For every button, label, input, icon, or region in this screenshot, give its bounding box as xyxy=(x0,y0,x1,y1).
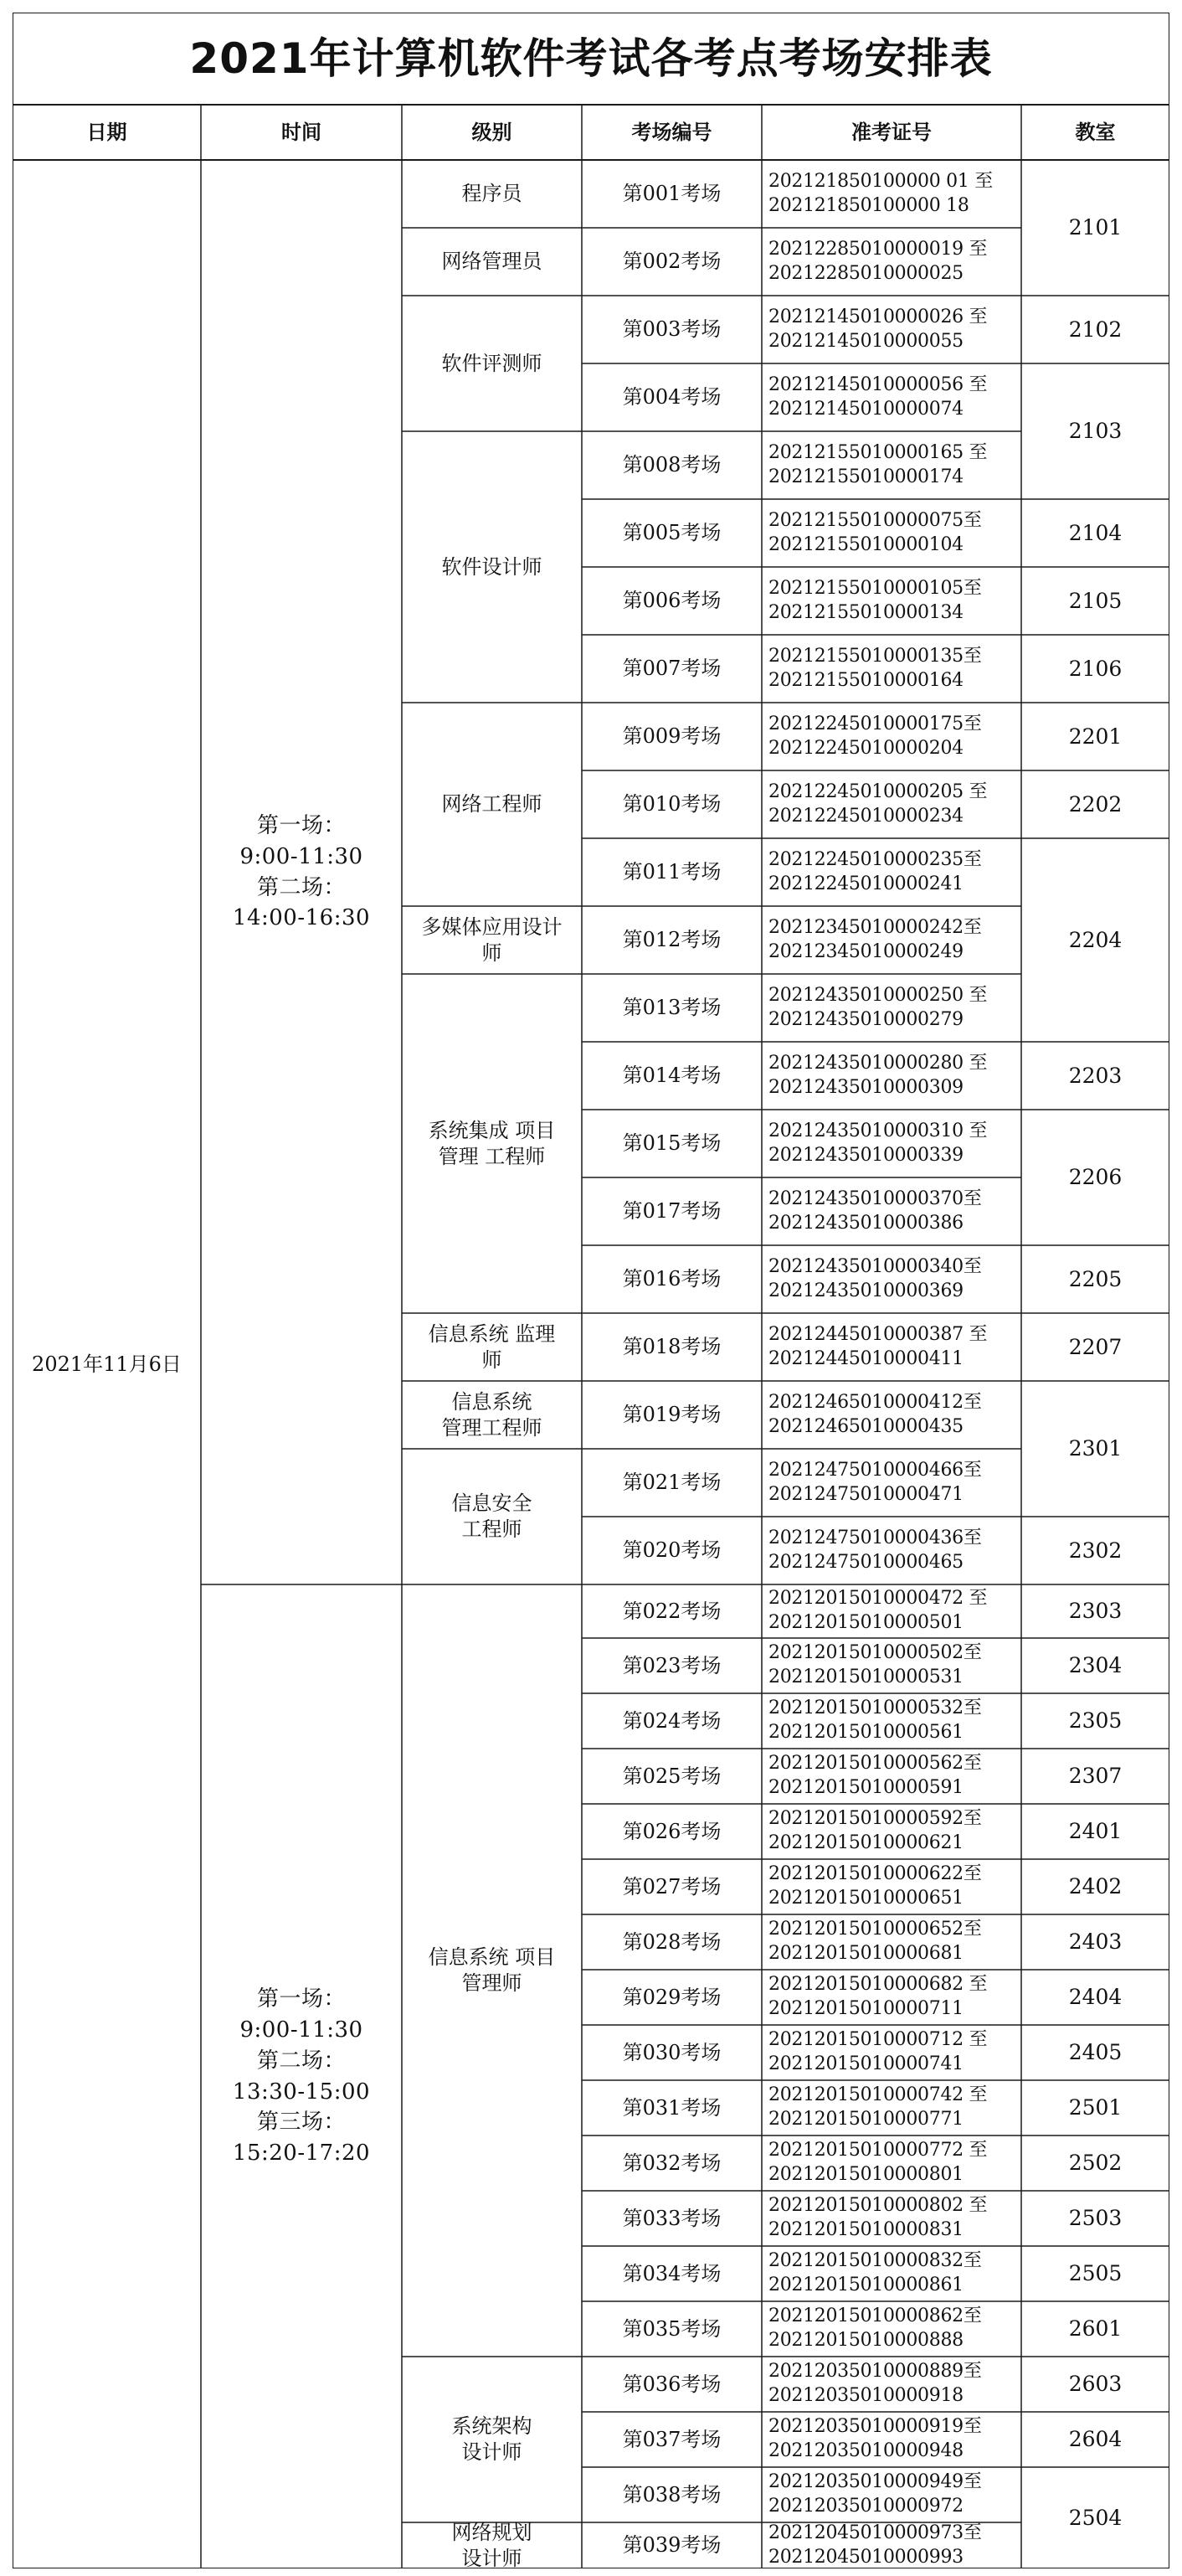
exam-level: 系统架构 设计师 xyxy=(451,2414,532,2464)
exam-level: 软件评测师 xyxy=(441,351,542,375)
exam-room-number: 第035考场 xyxy=(622,2316,722,2341)
admission-number-range: 20212285010000019 至 20212285010000025 xyxy=(768,238,988,284)
exam-room-number: 第011考场 xyxy=(622,860,722,884)
admission-number-range: 20212445010000387 至 20212445010000411 xyxy=(768,1323,988,1369)
exam-room-number: 第007考场 xyxy=(622,657,722,681)
exam-room-number: 第028考场 xyxy=(622,1929,722,1954)
classroom-number: 2103 xyxy=(1068,419,1123,443)
classroom-number: 2601 xyxy=(1068,2316,1123,2341)
classroom-number: 2204 xyxy=(1068,927,1123,952)
classroom-number: 2305 xyxy=(1068,1708,1123,1733)
header-exam-room: 考场编号 xyxy=(631,120,712,144)
admission-number-range: 20212155010000075至 20212155010000104 xyxy=(768,509,982,555)
classroom-number: 2403 xyxy=(1068,1929,1123,1954)
admission-number-range: 20212015010000832至 20212015010000861 xyxy=(768,2250,982,2295)
admission-number-range: 20212465010000412至 20212465010000435 xyxy=(768,1391,982,1437)
exam-room-number: 第019考场 xyxy=(622,1403,722,1427)
admission-number-range: 20212435010000340至 20212435010000369 xyxy=(768,1255,982,1301)
classroom-number: 2302 xyxy=(1068,1538,1123,1563)
classroom-number: 2603 xyxy=(1068,2372,1123,2396)
exam-level: 信息系统 项目 管理师 xyxy=(428,1945,556,1995)
admission-number-range: 20212145010000056 至 20212145010000074 xyxy=(768,374,988,420)
classroom-number: 2202 xyxy=(1068,791,1123,817)
admission-number-range: 20212245010000175至 20212245010000204 xyxy=(768,713,982,759)
classroom-number: 2503 xyxy=(1068,2206,1123,2230)
exam-room-number: 第023考场 xyxy=(622,1653,722,1677)
page-title: 2021年计算机软件考试各考点考场安排表 xyxy=(189,34,993,83)
exam-level: 程序员 xyxy=(461,182,522,206)
exam-room-number: 第018考场 xyxy=(622,1335,722,1359)
exam-room-number: 第012考场 xyxy=(622,928,722,952)
classroom-number: 2102 xyxy=(1068,317,1123,342)
exam-level: 多媒体应用设计 师 xyxy=(421,914,563,965)
exam-time-slot: 第一场： 9:00-11:30 第二场： 14:00-16:30 xyxy=(232,812,371,931)
admission-number-range: 20212015010000862至 20212015010000888 xyxy=(768,2306,982,2351)
exam-room-number: 第033考场 xyxy=(622,2206,722,2230)
exam-room-number: 第015考场 xyxy=(622,1131,722,1156)
exam-room-number: 第017考场 xyxy=(622,1199,722,1224)
classroom-number: 2106 xyxy=(1068,656,1123,681)
exam-room-number: 第032考场 xyxy=(622,2151,722,2175)
admission-number-range: 20212015010000742 至 20212015010000771 xyxy=(768,2084,988,2130)
exam-room-number: 第021考场 xyxy=(622,1471,722,1495)
header-classroom: 教室 xyxy=(1075,120,1116,144)
exam-level: 信息系统 监理 师 xyxy=(428,1321,556,1372)
admission-number-range: 20212475010000436至 20212475010000465 xyxy=(768,1527,982,1573)
exam-room-number: 第036考场 xyxy=(622,2372,722,2396)
header-level: 级别 xyxy=(471,120,512,144)
exam-room-number: 第025考场 xyxy=(622,1764,722,1788)
exam-level: 网络管理员 xyxy=(441,250,542,274)
exam-level: 信息安全 工程师 xyxy=(451,1492,532,1541)
exam-room-number: 第038考场 xyxy=(622,2482,722,2506)
admission-number-range: 20212015010000802 至 20212015010000831 xyxy=(768,2195,988,2240)
admission-number-range: 20212015010000562至 20212015010000591 xyxy=(768,1753,982,1798)
classroom-number: 2205 xyxy=(1068,1266,1123,1291)
admission-number-range: 20212435010000280 至 20212435010000309 xyxy=(768,1052,988,1098)
header-date: 日期 xyxy=(86,120,127,144)
exam-room-number: 第005考场 xyxy=(622,521,722,545)
admission-number-range: 20212015010000712 至 20212015010000741 xyxy=(768,2029,988,2074)
exam-room-number: 第034考场 xyxy=(622,2261,722,2285)
exam-level: 信息系统 管理工程师 xyxy=(441,1389,542,1440)
classroom-number: 2404 xyxy=(1068,1985,1123,2009)
exam-room-number: 第014考场 xyxy=(622,1064,722,1088)
admission-number-range: 20212155010000165 至 20212155010000174 xyxy=(768,441,988,487)
admission-number-range: 202121850100000 01 至 202121850100000 18 xyxy=(768,170,993,216)
classroom-number: 2207 xyxy=(1068,1334,1123,1359)
header-admission-number: 准考证号 xyxy=(851,120,932,144)
classroom-number: 2304 xyxy=(1068,1653,1123,1677)
exam-room-number: 第003考场 xyxy=(622,317,722,342)
admission-number-range: 20212015010000532至 20212015010000561 xyxy=(768,1698,982,1743)
classroom-number: 2105 xyxy=(1068,588,1123,613)
exam-time-slot: 第一场： 9:00-11:30 第二场： 13:30-15:00 第三场： 15:20-17:20 xyxy=(232,1986,371,2166)
exam-level: 网络规划 设计师 xyxy=(451,2520,532,2570)
admission-number-range: 20212245010000235至 20212245010000241 xyxy=(768,848,982,894)
classroom-number: 2203 xyxy=(1068,1063,1123,1088)
classroom-number: 2401 xyxy=(1068,1819,1123,1843)
exam-room-number: 第037考场 xyxy=(622,2427,722,2451)
exam-room-number: 第009考场 xyxy=(622,724,722,749)
exam-room-number: 第006考场 xyxy=(622,589,722,613)
classroom-number: 2502 xyxy=(1068,2151,1123,2175)
admission-number-range: 20212435010000310 至 20212435010000339 xyxy=(768,1120,988,1166)
admission-number-range: 20212435010000370至 20212435010000386 xyxy=(768,1188,982,1234)
admission-number-range: 20212035010000889至 20212035010000918 xyxy=(768,2361,982,2406)
admission-number-range: 20212145010000026 至 20212145010000055 xyxy=(768,306,988,352)
exam-room-number: 第020考场 xyxy=(622,1538,722,1563)
admission-number-range: 20212035010000949至 20212035010000972 xyxy=(768,2471,982,2517)
exam-room-number: 第013考场 xyxy=(622,996,722,1020)
admission-number-range: 20212045010000973至 20212045010000993 xyxy=(768,2522,982,2568)
admission-number-range: 20212015010000652至 20212015010000681 xyxy=(768,1919,982,1964)
classroom-number: 2402 xyxy=(1068,1874,1123,1899)
admission-number-range: 20212015010000622至 20212015010000651 xyxy=(768,1863,982,1909)
exam-date: 2021年11月6日 xyxy=(32,1352,182,1376)
exam-room-number: 第016考场 xyxy=(622,1267,722,1291)
admission-number-range: 20212035010000919至 20212035010000948 xyxy=(768,2416,982,2461)
exam-room-number: 第001考场 xyxy=(622,182,722,206)
exam-room-number: 第024考场 xyxy=(622,1708,722,1733)
admission-number-range: 20212015010000682 至 20212015010000711 xyxy=(768,1974,988,2019)
exam-room-number: 第008考场 xyxy=(622,453,722,477)
exam-room-number: 第026考场 xyxy=(622,1819,722,1843)
classroom-number: 2104 xyxy=(1068,520,1123,545)
classroom-number: 2501 xyxy=(1068,2095,1123,2120)
header-time: 时间 xyxy=(281,120,321,144)
exam-room-number: 第029考场 xyxy=(622,1985,722,2009)
exam-room-number: 第002考场 xyxy=(622,250,722,274)
admission-number-range: 20212015010000592至 20212015010000621 xyxy=(768,1808,982,1853)
exam-room-number: 第039考场 xyxy=(622,2533,722,2558)
classroom-number: 2301 xyxy=(1068,1436,1123,1461)
exam-room-number: 第004考场 xyxy=(622,385,722,410)
admission-number-range: 20212155010000105至 20212155010000134 xyxy=(768,577,982,623)
admission-number-range: 20212475010000466至 20212475010000471 xyxy=(768,1459,982,1505)
exam-room-number: 第027考场 xyxy=(622,1874,722,1899)
admission-number-range: 20212015010000502至 20212015010000531 xyxy=(768,1642,982,1687)
admission-number-range: 20212345010000242至 20212345010000249 xyxy=(768,916,982,962)
exam-room-number: 第031考场 xyxy=(622,2095,722,2120)
classroom-number: 2505 xyxy=(1068,2261,1123,2285)
admission-number-range: 20212155010000135至 20212155010000164 xyxy=(768,645,982,691)
exam-level: 系统集成 项目 管理 工程师 xyxy=(428,1118,556,1168)
classroom-number: 2101 xyxy=(1068,215,1123,240)
exam-level: 网络工程师 xyxy=(441,792,542,817)
classroom-number: 2307 xyxy=(1068,1764,1123,1788)
classroom-number: 2201 xyxy=(1068,724,1123,749)
admission-number-range: 20212435010000250 至 20212435010000279 xyxy=(768,984,988,1030)
admission-number-range: 20212245010000205 至 20212245010000234 xyxy=(768,781,988,827)
exam-schedule-table xyxy=(13,13,1169,2568)
exam-level: 软件设计师 xyxy=(441,554,542,579)
classroom-number: 2604 xyxy=(1068,2427,1123,2451)
classroom-number: 2405 xyxy=(1068,2040,1123,2064)
admission-number-range: 20212015010000472 至 20212015010000501 xyxy=(768,1588,988,1633)
classroom-number: 2303 xyxy=(1068,1599,1123,1623)
classroom-number: 2206 xyxy=(1068,1165,1123,1189)
exam-room-number: 第010考场 xyxy=(622,792,722,817)
classroom-number: 2504 xyxy=(1068,2505,1123,2530)
admission-number-range: 20212015010000772 至 20212015010000801 xyxy=(768,2140,988,2185)
exam-room-number: 第030考场 xyxy=(622,2040,722,2064)
exam-room-number: 第022考场 xyxy=(622,1599,722,1623)
